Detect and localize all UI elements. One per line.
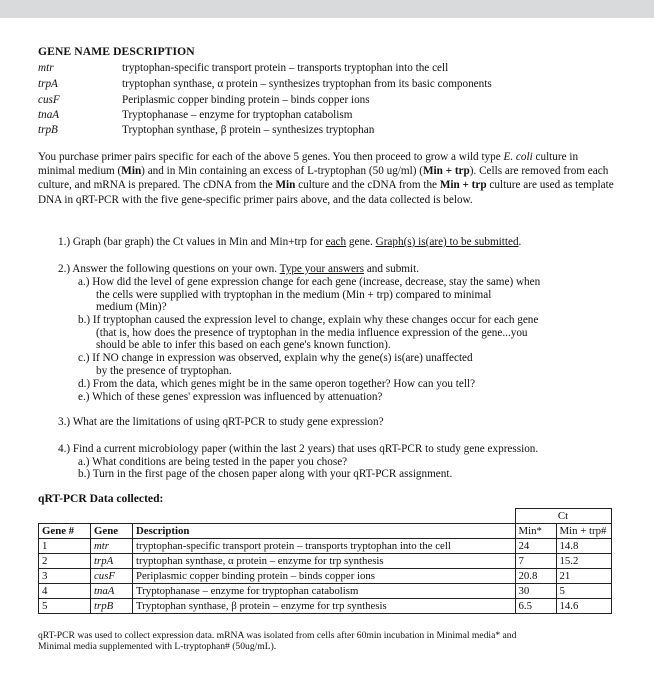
q1-text: .: [518, 236, 522, 248]
cell-num: 5: [39, 599, 91, 614]
cell-gene: mtr: [91, 539, 133, 554]
cell-min-trp: 21: [556, 569, 611, 584]
data-table-title: qRT-PCR Data collected:: [38, 492, 164, 505]
cell-description: tryptophan synthase, α protein – enzyme for trp synthesis: [133, 554, 516, 569]
question-1: [58, 235, 521, 249]
cell-description: Tryptophanase – enzyme for tryptophan catabolism: [133, 584, 516, 599]
intro-min: Min: [121, 165, 142, 178]
gene-name: cusF: [38, 94, 60, 106]
cell-num: 1: [39, 539, 91, 554]
question-2e: e.) Which of these genes' expression was influenced by attenuation?: [78, 391, 383, 403]
gene-name: trpA: [38, 78, 58, 90]
table-header-row: [39, 524, 612, 539]
gene-description: tryptophan-specific transport protein – transports tryptophan into the cell: [122, 62, 449, 74]
col-header-min-trp: Min + trp#: [556, 524, 611, 539]
col-header-gene-num: Gene #: [39, 524, 91, 539]
q1-text: gene.: [346, 236, 376, 248]
question-3: 3.) What are the limitations of using qRT-PCR to study gene expression?: [58, 416, 384, 428]
cell-min: 7: [515, 554, 556, 569]
question-2a-line3: medium (Min)?: [96, 301, 167, 313]
cell-num: 3: [39, 569, 91, 584]
cell-description: Periplasmic copper binding protein – binds copper ions: [133, 569, 516, 584]
col-header-min: Min*: [515, 524, 556, 539]
cell-min: 20.8: [515, 569, 556, 584]
gene-name: mtr: [38, 62, 54, 74]
col-header-description: Description: [133, 524, 516, 539]
question-2a-line1: a.) How did the level of gene expression change for each gene (increase, decrease, stay the same) when: [78, 276, 541, 288]
question-4b: b.) Turn in the first page of the chosen paper along with your qRT-PCR assignment.: [78, 468, 453, 480]
intro-ecoli: E. coli: [503, 151, 533, 163]
table-row: [39, 539, 612, 554]
table-ct-header-row: [39, 509, 612, 524]
gene-description: Periplasmic copper binding protein – binds copper ions: [122, 94, 370, 106]
gene-table-header: GENE NAME DESCRIPTION: [38, 45, 195, 58]
q2-text: 2.) Answer the following questions on your own.: [58, 263, 280, 275]
cell-min-trp: 5: [556, 584, 611, 599]
cell-min-trp: 14.6: [556, 599, 611, 614]
question-2: [58, 262, 419, 276]
table-footnote: [38, 630, 516, 652]
intro-text: ) and in Min containing an excess of L-tryptophan (50 ug/ml) (: [141, 165, 423, 178]
cell-gene: tnaA: [91, 584, 133, 599]
intro-mintrp: Min + trp: [439, 179, 487, 192]
question-2b-line3: should be able to infer this based on each gene's known function).: [96, 339, 391, 351]
gene-row: [38, 93, 638, 108]
cell-min-trp: 15.2: [556, 554, 611, 569]
cell-num: 2: [39, 554, 91, 569]
qrt-pcr-data-table: [38, 508, 612, 614]
cell-description: Tryptophan synthase, β protein – enzyme for trp synthesis: [133, 599, 516, 614]
cell-gene: trpB: [91, 599, 133, 614]
table-row: [39, 554, 612, 569]
cell-min-trp: 14.8: [556, 539, 611, 554]
footnote-line-1: qRT-PCR was used to collect expression data. mRNA was isolated from cells after 60min incubation in Minimal media* and: [38, 630, 517, 641]
cell-min: 6.5: [515, 599, 556, 614]
gene-description: Tryptophan synthase, β protein – synthesizes tryptophan: [122, 124, 375, 136]
q1-each: each: [325, 236, 347, 248]
gene-row: [38, 123, 638, 138]
q1-text: 1.) Graph (bar graph) the Ct values in Min and Min+trp for: [58, 236, 326, 248]
intro-text: ). Cells are removed from each culture, and mRNA is prepared. The cDNA from the: [38, 165, 609, 192]
intro-min: Min: [275, 179, 296, 192]
intro-text: culture are used as template DNA in qRT-PCR with the five gene-specific primer pairs above, and the data collected is below.: [38, 179, 614, 206]
gene-name: trpB: [38, 124, 58, 136]
gene-row: [38, 108, 638, 123]
question-2c-line2: by the presence of tryptophan.: [96, 365, 232, 377]
gene-row: [38, 77, 638, 92]
intro-paragraph: [38, 150, 618, 207]
gene-description: tryptophan synthase, α protein – synthesizes tryptophan from its basic components: [122, 78, 492, 90]
cell-min: 24: [515, 539, 556, 554]
intro-text: culture and the cDNA from the: [295, 179, 440, 192]
question-2c-line1: c.) If NO change in expression was observed, explain why the gene(s) is(are) unaffected: [78, 352, 473, 364]
cell-gene: cusF: [91, 569, 133, 584]
intro-text: culture in minimal medium (: [38, 151, 579, 178]
ct-header: Ct: [515, 509, 611, 524]
question-4: 4.) Find a current microbiology paper (within the last 2 years) that uses qRT-PCR to study gene expression.: [58, 443, 539, 455]
table-row: [39, 569, 612, 584]
question-2a-line2: the cells were supplied with tryptophan in the medium (Min + trp) compared to minimal: [96, 289, 492, 301]
intro-text: You purchase primer pairs specific for each of the above 5 genes. You then proceed to grow a wild type: [38, 151, 504, 163]
intro-mintrp: Min + trp: [422, 165, 470, 178]
cell-min: 30: [515, 584, 556, 599]
cell-description: tryptophan-specific transport protein – transports tryptophan into the cell: [133, 539, 516, 554]
q2-type-answers: Type your answers: [279, 263, 365, 275]
cell-num: 4: [39, 584, 91, 599]
q1-submit-note: Graph(s) is(are) to be submitted: [375, 236, 519, 248]
question-4a: a.) What conditions are being tested in the paper you chose?: [78, 456, 348, 468]
gene-description: Tryptophanase – enzyme for tryptophan catabolism: [122, 109, 353, 121]
footnote-line-2: Minimal media supplemented with L-tryptophan# (50ug/mL).: [38, 641, 277, 652]
question-2b-line2: (that is, how does the presence of tryptophan in the media influence expression of the gene...you: [96, 327, 528, 339]
table-row: [39, 584, 612, 599]
question-2d: d.) From the data, which genes might be in the same operon together? How can you tell?: [78, 378, 476, 390]
gene-name: tnaA: [38, 109, 60, 121]
question-2b-line1: b.) If tryptophan caused the expression level to change, explain why these changes occur for each gene: [78, 314, 539, 326]
gene-row: [38, 61, 638, 76]
col-header-gene: Gene: [91, 524, 133, 539]
q2-text: and submit.: [364, 263, 420, 275]
table-row: [39, 599, 612, 614]
cell-gene: trpA: [91, 554, 133, 569]
